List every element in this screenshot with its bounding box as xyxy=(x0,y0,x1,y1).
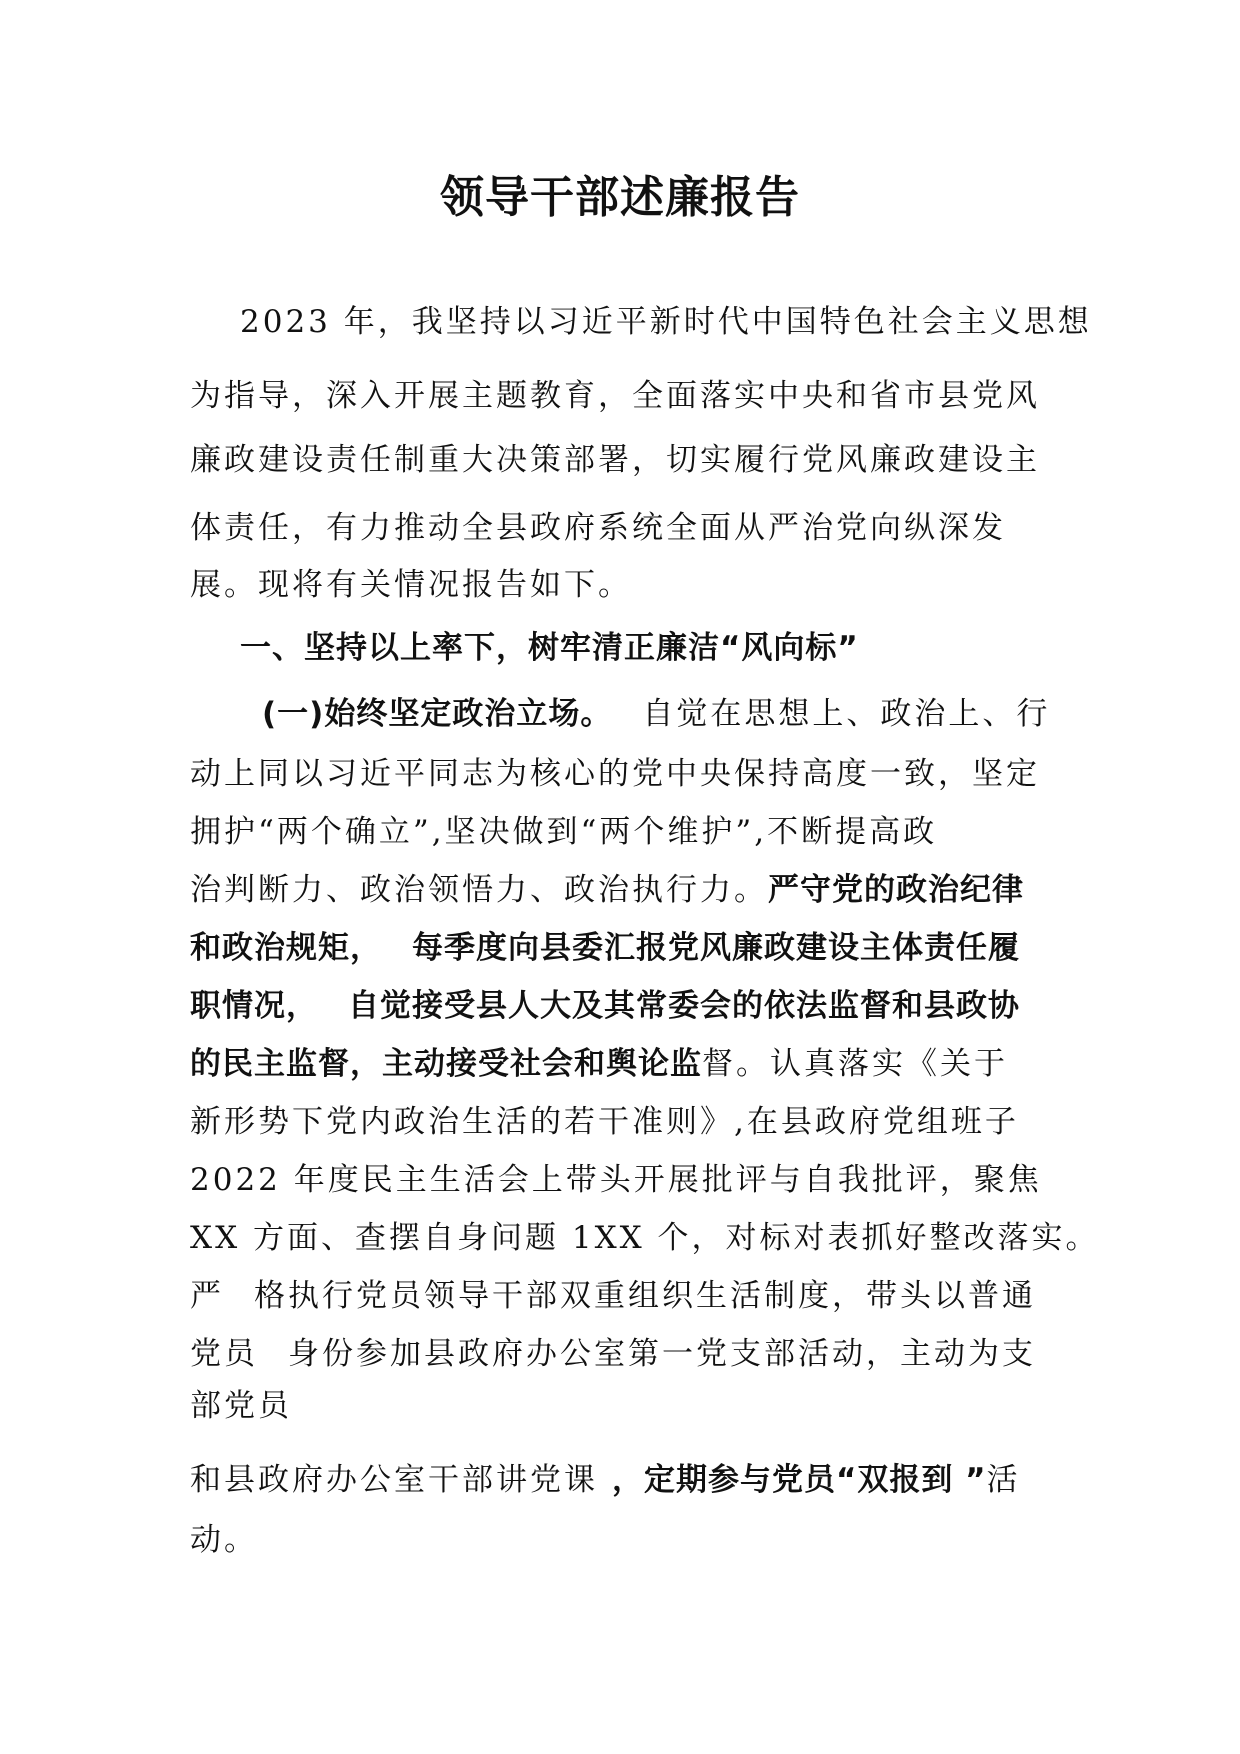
paragraph-line-4 xyxy=(190,870,1024,910)
paragraph-bold-6a: 职情况， xyxy=(190,988,318,1024)
paragraph-bold-7a: 的民主监督，主动接受社会和舆论监 xyxy=(190,1046,702,1082)
paragraph-bold-4b: 严守党的政治纪律 xyxy=(768,872,1024,908)
paragraph-text-14c: 活 xyxy=(986,1462,1021,1498)
paragraph-line-11 xyxy=(190,1276,1036,1316)
paragraph-line-7 xyxy=(190,1044,1008,1084)
paragraph-text-11b: 格执行党员领导干部双重组织生活制度，带头以普通 xyxy=(254,1278,1036,1314)
paragraph-line-10: XX 方面、查摆自身问题 1XX 个，对标对表抓好整改落实。 xyxy=(190,1220,1100,1256)
paragraph-bold-5b: 每季度向县委汇报党风廉政建设主体责任履 xyxy=(412,930,1020,966)
subsection-title: (一)始终坚定政治立场。 xyxy=(262,696,613,732)
paragraph-bold-14b: ，定期参与党员“双报到 ” xyxy=(612,1462,987,1498)
paragraph-text-12b: 身份参加县政府办公室第一党支部活动，主动为支 xyxy=(288,1336,1036,1372)
intro-line-2: 为指导，深入开展主题教育，全面落实中央和省市县党风 xyxy=(190,378,1040,414)
paragraph-line-8: 新形势下党内政治生活的若干准则》,在县政府党组班子 xyxy=(190,1104,1019,1140)
paragraph-line-14 xyxy=(190,1460,1021,1500)
paragraph-bold-5a: 和政治规矩， xyxy=(190,930,382,966)
paragraph-text-7b: 督。认真落实《关于 xyxy=(702,1046,1008,1082)
paragraph-line-2: 动上同以习近平同志为核心的党中央保持高度一致，坚定 xyxy=(190,756,1040,792)
paragraph-text-4a: 治判断力、政治领悟力、政治执行力。 xyxy=(190,872,768,908)
intro-line-5: 展。现将有关情况报告如下。 xyxy=(190,567,632,603)
paragraph-line-3: 拥护“两个确立”,坚决做到“两个维护”,不断提高政 xyxy=(190,814,938,850)
paragraph-text-14a: 和县政府办公室干部讲党课 xyxy=(190,1462,598,1498)
paragraph-line-13: 部党员 xyxy=(190,1388,292,1424)
paragraph-text-12a: 党员 xyxy=(190,1336,258,1372)
paragraph-line-6 xyxy=(190,986,1020,1026)
subsection-text-1: 自觉在思想上、政治上、行 xyxy=(642,696,1051,732)
paragraph-line-15: 动。 xyxy=(190,1522,258,1558)
paragraph-text-11a: 严 xyxy=(190,1278,224,1314)
intro-line-3: 廉政建设责任制重大决策部署，切实履行党风廉政建设主 xyxy=(190,442,1040,478)
subsection-line-1 xyxy=(262,694,1050,734)
intro-line-1: 2023 年，我坚持以习近平新时代中国特色社会主义思想 xyxy=(240,304,1092,340)
paragraph-line-12 xyxy=(190,1334,1036,1374)
intro-line-4: 体责任，有力推动全县政府系统全面从严治党向纵深发 xyxy=(190,510,1006,546)
page-title: 领导干部述廉报告 xyxy=(440,172,800,223)
paragraph-line-5 xyxy=(190,928,1020,968)
paragraph-bold-6b: 自觉接受县人大及其常委会的依法监督和县政协 xyxy=(348,988,1020,1024)
section-heading-1: 一、坚持以上率下，树牢清正廉洁“风向标” xyxy=(240,630,859,666)
paragraph-line-9: 2022 年度民主生活会上带头开展批评与自我批评，聚焦 xyxy=(190,1162,1042,1198)
